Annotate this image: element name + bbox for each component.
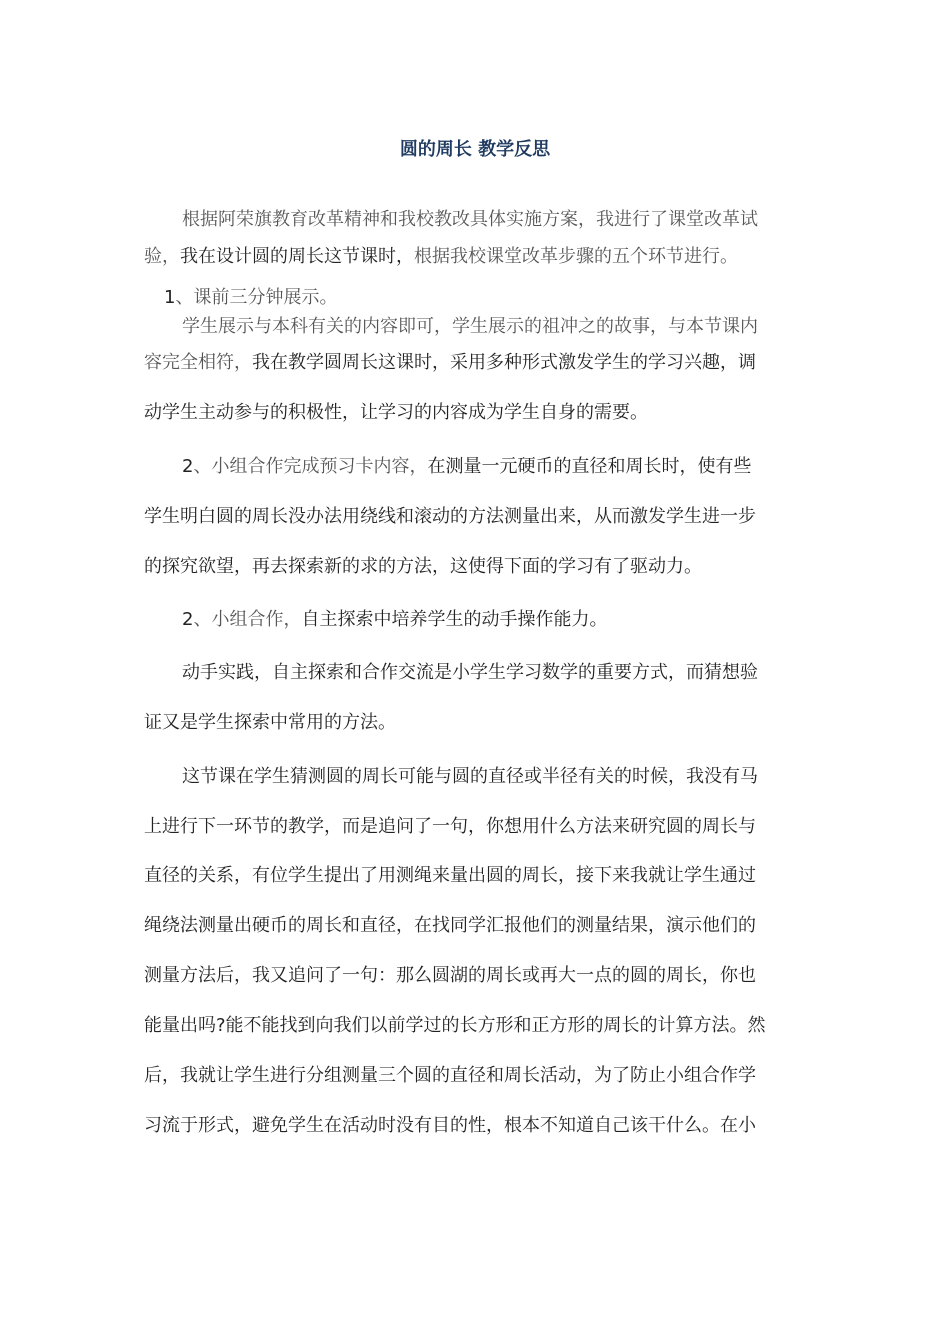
text-segment: 上进行下一环节的教学，而是追问了一句，你想用什么方法来研究圆的周长与 bbox=[144, 816, 756, 837]
text-segment: 学生展示与本科有关的内容即可，学生展示的祖冲之的故事，与本节课内 bbox=[182, 316, 758, 337]
text-segment: 学生明白圆的周长没办法用绕线和滚动的方法测量出来，从而激发学生进一步 bbox=[144, 506, 756, 527]
text-segment: 根据阿荣旗教育改革精神和我校教改具体实施方案，我进行了课堂改革试 bbox=[182, 209, 758, 230]
text-segment: 直径的关系，有位学生提出了用测绳来量出圆的周长，接下来我就让学生通过 bbox=[144, 865, 756, 886]
text-line bbox=[144, 711, 396, 735]
text-segment: 1 bbox=[164, 287, 176, 308]
text-segment: 测量方法后，我又追问了一句：那么圆湖的周长或再大一点的圆的周长，你也 bbox=[144, 965, 756, 986]
text-line bbox=[144, 964, 756, 988]
text-line bbox=[182, 315, 758, 339]
text-line bbox=[144, 351, 756, 375]
text-segment: 后，我就让学生进行分组测量三个圆的直径和周长活动，为了防止小组合作学 bbox=[144, 1065, 756, 1086]
text-line bbox=[182, 208, 758, 232]
text-line bbox=[164, 286, 337, 310]
text-segment: 自主探索中培养学生的动手操作能力。 bbox=[301, 609, 608, 630]
text-segment: 能量出吗?能不能找到向我们以前学过的长方形和正方形的周长的计算方法。然 bbox=[144, 1015, 766, 1036]
text-segment: 2 bbox=[182, 456, 194, 477]
text-segment: 习流于形式，避免学生在活动时没有目的性，根本不知道自己该干什么。在小 bbox=[144, 1115, 756, 1136]
text-line bbox=[144, 401, 648, 425]
text-line bbox=[144, 1064, 756, 1088]
text-line bbox=[144, 815, 756, 839]
text-segment: 这节课在学生猜测圆的周长可能与圆的直径或半径有关的时候，我没有马 bbox=[182, 766, 758, 787]
text-line bbox=[144, 1014, 766, 1038]
text-line bbox=[182, 661, 758, 685]
text-segment: 的探究欲望，再去探索新的求的方法，这使得下面的学习有了驱动力。 bbox=[144, 556, 702, 577]
document-title: 圆的周长 教学反思 bbox=[399, 139, 551, 160]
text-line bbox=[182, 455, 751, 479]
text-line bbox=[182, 765, 758, 789]
text-segment: 在测量一元硬币的直径和周长时，使有些 bbox=[427, 456, 752, 477]
text-segment: 证又是学生探索中常用的方法。 bbox=[144, 712, 396, 733]
text-line bbox=[144, 864, 756, 888]
text-segment: 2 bbox=[182, 609, 194, 630]
text-segment: 、小组合作完成预习卡内容， bbox=[193, 456, 428, 477]
text-line bbox=[144, 914, 756, 938]
text-segment: 我在设计圆的周长这节课时， bbox=[180, 246, 414, 267]
text-line bbox=[144, 505, 756, 529]
text-line bbox=[144, 245, 738, 269]
text-segment: 、课前三分钟展示。 bbox=[175, 287, 338, 308]
text-segment: 根据我校课堂改革步骤的五个环节进行。 bbox=[414, 246, 738, 267]
text-segment: 动学生主动参与的积极性，让学习的内容成为学生自身的需要。 bbox=[144, 402, 648, 423]
text-segment: 绳绕法测量出硬币的周长和直径，在找同学汇报他们的测量结果，演示他们的 bbox=[144, 915, 756, 936]
text-segment: 动手实践，自主探索和合作交流是小学生学习数学的重要方式，而猜想验 bbox=[182, 662, 758, 683]
text-line bbox=[144, 1114, 756, 1138]
text-segment: 我在教学圆周长这课时，采用多种形式激发学生的学习兴趣，调 bbox=[252, 352, 756, 373]
text-line bbox=[182, 608, 607, 632]
text-segment: 容完全相符， bbox=[144, 352, 252, 373]
text-segment: 、小组合作， bbox=[193, 609, 302, 630]
text-line bbox=[144, 555, 702, 579]
text-segment: 验， bbox=[144, 246, 180, 267]
